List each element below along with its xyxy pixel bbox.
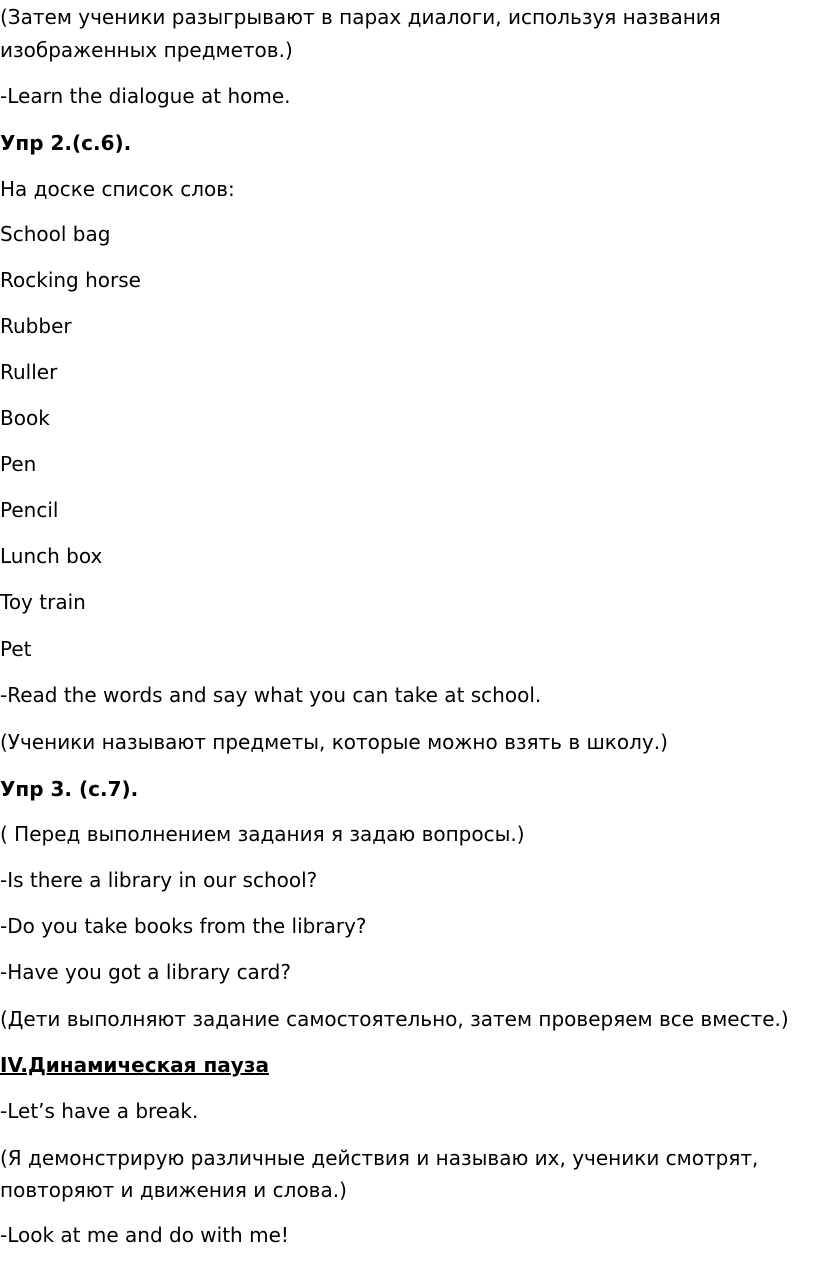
word-list-item: Pen [0,452,37,476]
word-list-item: Rubber [0,314,72,338]
intro-line-1: (Затем ученики разыгрывают в парах диалоги, используя названия [0,5,721,29]
word-list-item: Ruller [0,360,58,384]
word-list-item: Lunch box [0,544,103,568]
word-list-item: Pet [0,637,32,661]
read-words-instruction: -Read the words and say what you can take at school. [0,683,542,707]
word-list-item: School bag [0,222,111,246]
learn-dialogue-instruction: -Learn the dialogue at home. [0,84,291,108]
word-list-item: Rocking horse [0,268,141,292]
before-task-note: ( Перед выполнением задания я задаю вопросы.) [0,822,525,846]
word-list-item: Book [0,406,50,430]
word-list-item: Toy train [0,590,86,614]
question-3: -Have you got a library card? [0,960,291,984]
exercise-3-heading: Упр 3. (с.7). [0,777,139,801]
break-instruction: -Let’s have a break. [0,1099,199,1123]
demo-note-line-1: (Я демонстрирую различные действия и называю их, ученики смотрят, [0,1146,759,1170]
word-list-item: Pencil [0,498,59,522]
question-2: -Do you take books from the library? [0,914,367,938]
kids-do-note: (Дети выполняют задание самостоятельно, затем проверяем все вместе.) [0,1007,789,1031]
board-list-intro: На доске список слов: [0,177,235,201]
dynamic-pause-heading: IV.Динамическая пауза [0,1053,269,1077]
pupils-name-note: (Ученики называют предметы, которые можно взять в школу.) [0,730,668,754]
intro-line-2: изображенных предметов.) [0,38,293,62]
look-at-me-instruction: -Look at me and do with me! [0,1223,289,1247]
demo-note-line-2: повторяют и движения и слова.) [0,1178,347,1202]
exercise-2-heading: Упр 2.(с.6). [0,131,132,155]
question-1: -Is there a library in our school? [0,868,318,892]
